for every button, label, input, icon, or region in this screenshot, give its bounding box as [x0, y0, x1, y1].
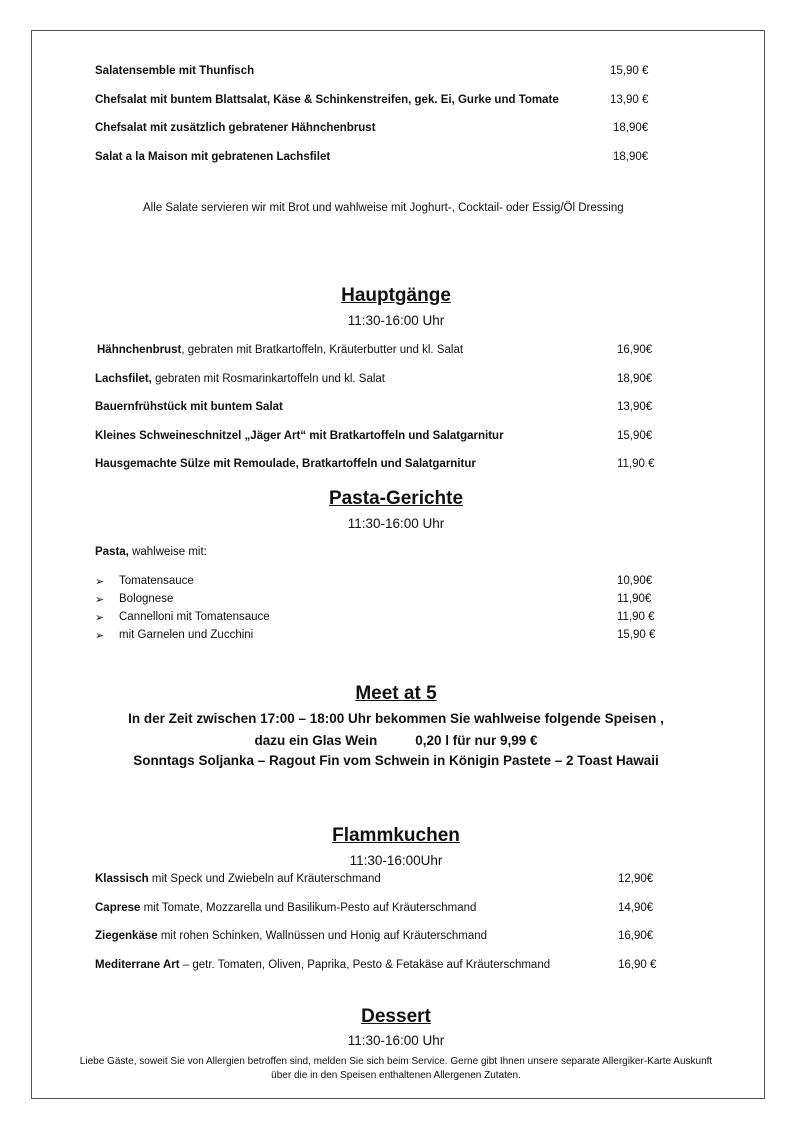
main-item-bold: Hausgemachte Sülze mit Remoulade, Bratkartoffeln und Salatgarnitur: [95, 458, 476, 470]
flamm-item-price: 14,90€: [618, 902, 654, 914]
main-item-price: 15,90€: [617, 430, 653, 442]
main-item-price: 18,90€: [617, 373, 653, 385]
main-item: [95, 401, 283, 413]
meet-line-1: In der Zeit zwischen 17:00 – 18:00 Uhr bekommen Sie wahlweise folgende Speisen ,: [128, 711, 664, 726]
flamm-item-rest: mit Tomate, Mozzarella und Basilikum-Pesto auf Kräuterschmand: [140, 902, 477, 914]
pasta-item-name: mit Garnelen und Zucchini: [119, 629, 254, 641]
pasta-item-price: 10,90€: [617, 575, 653, 587]
meet-line-2a: dazu ein Glas Wein: [254, 733, 378, 748]
allergy-note-line-1: Liebe Gäste, soweit Sie von Allergien betroffen sind, melden Sie sich beim Service. Gerne gibt Ihnen unsere separate Allergiker-Karte Auskunft: [79, 1056, 713, 1067]
arrow-bullet-icon: ➢: [95, 594, 105, 606]
salad-note: Alle Salate servieren wir mit Brot und wahlweise mit Joghurt-, Cocktail- oder Essig/Öl Dressing: [143, 202, 624, 214]
salad-item-name: Salat a la Maison mit gebratenen Lachsfilet: [95, 151, 331, 163]
arrow-bullet-icon: ➢: [95, 630, 105, 642]
pasta-item-name: Tomatensauce: [119, 575, 194, 587]
arrow-bullet-icon: ➢: [95, 576, 105, 588]
main-item-price: 11,90 €: [617, 458, 655, 470]
main-item: [95, 458, 476, 470]
salad-item-name: Chefsalat mit buntem Blattsalat, Käse & Schinkenstreifen, gek. Ei, Gurke und Tomate: [95, 94, 559, 106]
section-title-flamm: Flammkuchen: [332, 825, 460, 846]
arrow-bullet-icon: ➢: [95, 612, 105, 624]
pasta-item-price: 11,90 €: [617, 611, 655, 623]
pasta-item-price: 15,90 €: [617, 629, 656, 641]
pasta-intro: [95, 546, 207, 558]
flamm-item-bold: Klassisch: [95, 873, 149, 885]
flamm-item: [95, 959, 550, 971]
flamm-item-bold: Caprese: [95, 902, 141, 914]
main-item-price: 16,90€: [617, 344, 653, 356]
flamm-item-rest: mit Speck und Zwiebeln auf Kräuterschmand: [148, 873, 381, 885]
section-title-meet: Meet at 5: [355, 683, 437, 704]
salad-item-name: Salatensemble mit Thunfisch: [95, 65, 255, 77]
flamm-item-price: 16,90 €: [618, 959, 657, 971]
section-time-flamm: 11:30-16:00Uhr: [349, 853, 443, 868]
salad-item-price: 18,90€: [613, 122, 649, 134]
pasta-intro-bold: Pasta,: [95, 546, 129, 558]
main-item: [95, 373, 385, 385]
flamm-item-bold: Ziegenkäse: [95, 930, 158, 942]
section-time-dessert: 11:30-16:00 Uhr: [347, 1033, 445, 1048]
flamm-item: [95, 930, 487, 942]
main-item-bold: Kleines Schweineschnitzel „Jäger Art“ mit Bratkartoffeln und Salatgarnitur: [95, 430, 504, 442]
flamm-item: [95, 902, 476, 914]
pasta-item-name: Bolognese: [119, 593, 174, 605]
meet-line-2b: 0,20 l für nur 9,99 €: [415, 733, 538, 748]
flamm-item-price: 16,90€: [618, 930, 654, 942]
pasta-intro-rest: wahlweise mit:: [128, 546, 207, 558]
meet-line-3: Sonntags Soljanka – Ragout Fin vom Schwein in Königin Pastete – 2 Toast Hawaii: [133, 753, 659, 768]
salad-item-price: 18,90€: [613, 151, 649, 163]
main-item-price: 13,90€: [617, 401, 653, 413]
main-item-bold: Hähnchenbrust: [97, 344, 182, 356]
pasta-item-price: 11,90€: [617, 593, 652, 605]
flamm-item: [95, 873, 381, 885]
section-time-pasta: 11:30-16:00 Uhr: [347, 516, 445, 531]
main-item-rest: , gebraten mit Bratkartoffeln, Kräuterbutter und kl. Salat: [181, 344, 464, 356]
main-item-rest: gebraten mit Rosmarinkartoffeln und kl. Salat: [151, 373, 385, 385]
section-title-main: Hauptgänge: [341, 285, 451, 306]
main-item: [95, 430, 504, 442]
main-item-bold: Bauernfrühstück mit buntem Salat: [95, 401, 283, 413]
section-title-pasta: Pasta-Gerichte: [328, 488, 464, 509]
flamm-item-rest: – getr. Tomaten, Oliven, Paprika, Pesto & Fetakäse auf Kräuterschmand: [179, 959, 551, 971]
salad-item-price: 13,90 €: [610, 94, 649, 106]
allergy-note: [40, 1055, 752, 1083]
main-item: [97, 344, 463, 356]
main-item-bold: Lachsfilet,: [95, 373, 152, 385]
meet-line-2: [0, 733, 792, 748]
flamm-item-price: 12,90€: [618, 873, 654, 885]
flamm-item-bold: Mediterrane Art: [95, 959, 180, 971]
section-time-main: 11:30-16:00 Uhr: [347, 313, 445, 328]
section-title-dessert: Dessert: [361, 1006, 431, 1027]
flamm-item-rest: mit rohen Schinken, Wallnüssen und Honig auf Kräuterschmand: [157, 930, 488, 942]
pasta-item-name: Cannelloni mit Tomatensauce: [119, 611, 270, 623]
salad-item-price: 15,90 €: [610, 65, 649, 77]
allergy-note-line-2: über die in den Speisen enthaltenen Allergenen Zutaten.: [271, 1070, 521, 1081]
salad-item-name: Chefsalat mit zusätzlich gebratener Hähnchenbrust: [95, 122, 376, 134]
